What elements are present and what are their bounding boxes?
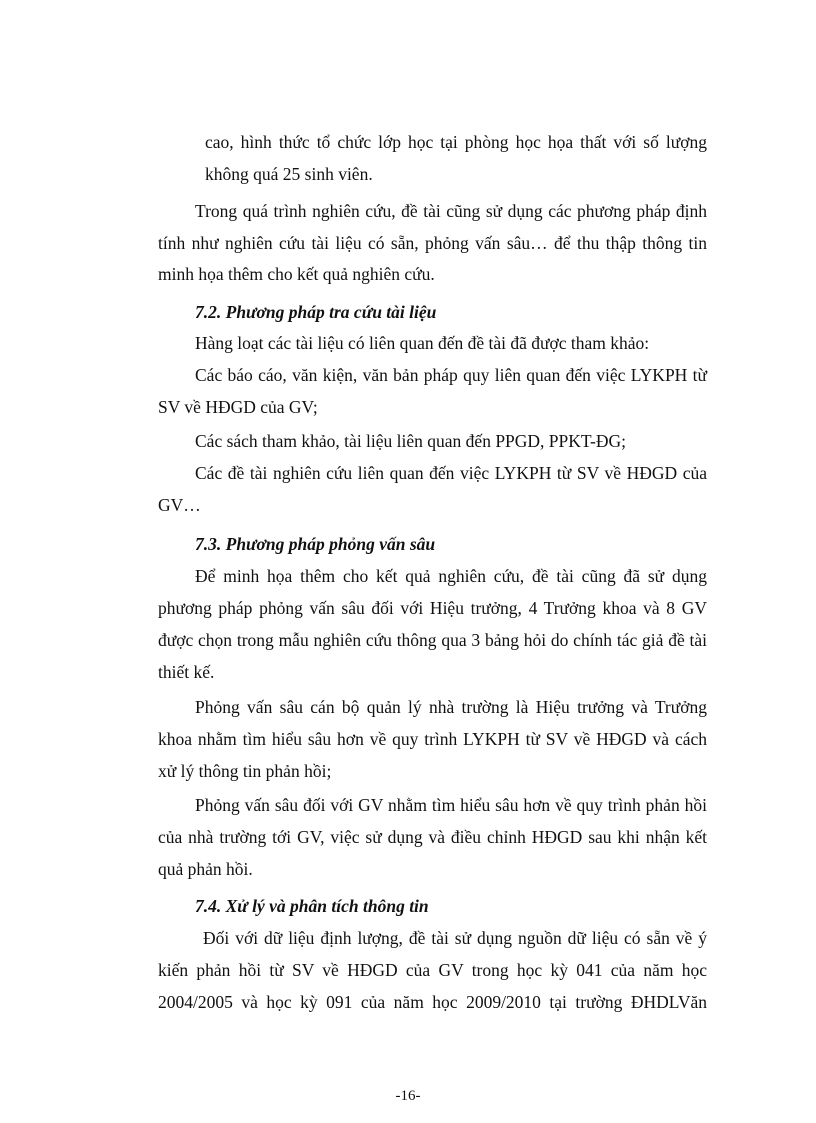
paragraph-line: quả phản hồi. — [158, 859, 253, 879]
paragraph-line: phương pháp phỏng vấn sâu đối với Hiệu trưởng, 4 Trưởng khoa và 8 GV — [158, 598, 707, 618]
paragraph-line: Các sách tham khảo, tài liệu liên quan đến PPGD, PPKT-ĐG; — [195, 431, 626, 451]
paragraph-line: Để minh họa thêm cho kết quả nghiên cứu, đề tài cũng đã sử dụng — [195, 566, 707, 586]
section-heading: 7.2. Phương pháp tra cứu tài liệu — [195, 302, 437, 322]
paragraph-line: Phỏng vấn sâu đối với GV nhằm tìm hiểu sâu hơn về quy trình phản hồi — [195, 795, 707, 815]
section-heading: 7.3. Phương pháp phỏng vấn sâu — [195, 534, 436, 554]
paragraph-line: SV về HĐGD của GV; — [158, 397, 318, 417]
paragraph-line: minh họa thêm cho kết quả nghiên cứu. — [158, 264, 435, 284]
paragraph-line: tính như nghiên cứu tài liệu có sẵn, phỏng vấn sâu… để thu thập thông tin — [158, 233, 707, 253]
paragraph-line: Phỏng vấn sâu cán bộ quản lý nhà trường là Hiệu trưởng và Trưởng — [195, 697, 707, 717]
paragraph-line: Các đề tài nghiên cứu liên quan đến việc LYKPH từ SV về HĐGD của — [195, 463, 707, 483]
text-line: cao, hình thức tổ chức lớp học tại phòng học họa thất với số lượng — [205, 132, 707, 152]
paragraph-line: của nhà trường tới GV, việc sử dụng và điều chỉnh HĐGD sau khi nhận kết — [158, 827, 707, 847]
paragraph-line: Đối với dữ liệu định lượng, đề tài sử dụng nguồn dữ liệu có sẵn về ý — [203, 928, 707, 948]
paragraph-line: được chọn trong mẫu nghiên cứu thông qua 3 bảng hỏi do chính tác giả đề tài — [158, 630, 707, 650]
paragraph-line: Hàng loạt các tài liệu có liên quan đến đề tài đã được tham khảo: — [195, 333, 650, 353]
paragraph-line: 2004/2005 và học kỳ 091 của năm học 2009/2010 tại trường ĐHDLVăn — [158, 992, 707, 1012]
paragraph-line: khoa nhằm tìm hiểu sâu hơn về quy trình LYKPH từ SV về HĐGD và cách — [158, 729, 707, 749]
paragraph-line: Các báo cáo, văn kiện, văn bản pháp quy liên quan đến việc LYKPH từ — [195, 365, 707, 385]
page-number: -16- — [395, 1088, 421, 1104]
paragraph-line: GV… — [158, 495, 201, 515]
paragraph-line: kiến phản hồi từ SV về HĐGD của GV trong học kỳ 041 của năm học — [158, 960, 707, 980]
paragraph-line: Trong quá trình nghiên cứu, đề tài cũng sử dụng các phương pháp định — [195, 201, 707, 221]
text-line: không quá 25 sinh viên. — [205, 164, 373, 184]
paragraph-line: thiết kế. — [158, 662, 215, 682]
paragraph-line: xử lý thông tin phản hồi; — [158, 761, 332, 781]
section-heading: 7.4. Xử lý và phân tích thông tin — [195, 896, 429, 916]
